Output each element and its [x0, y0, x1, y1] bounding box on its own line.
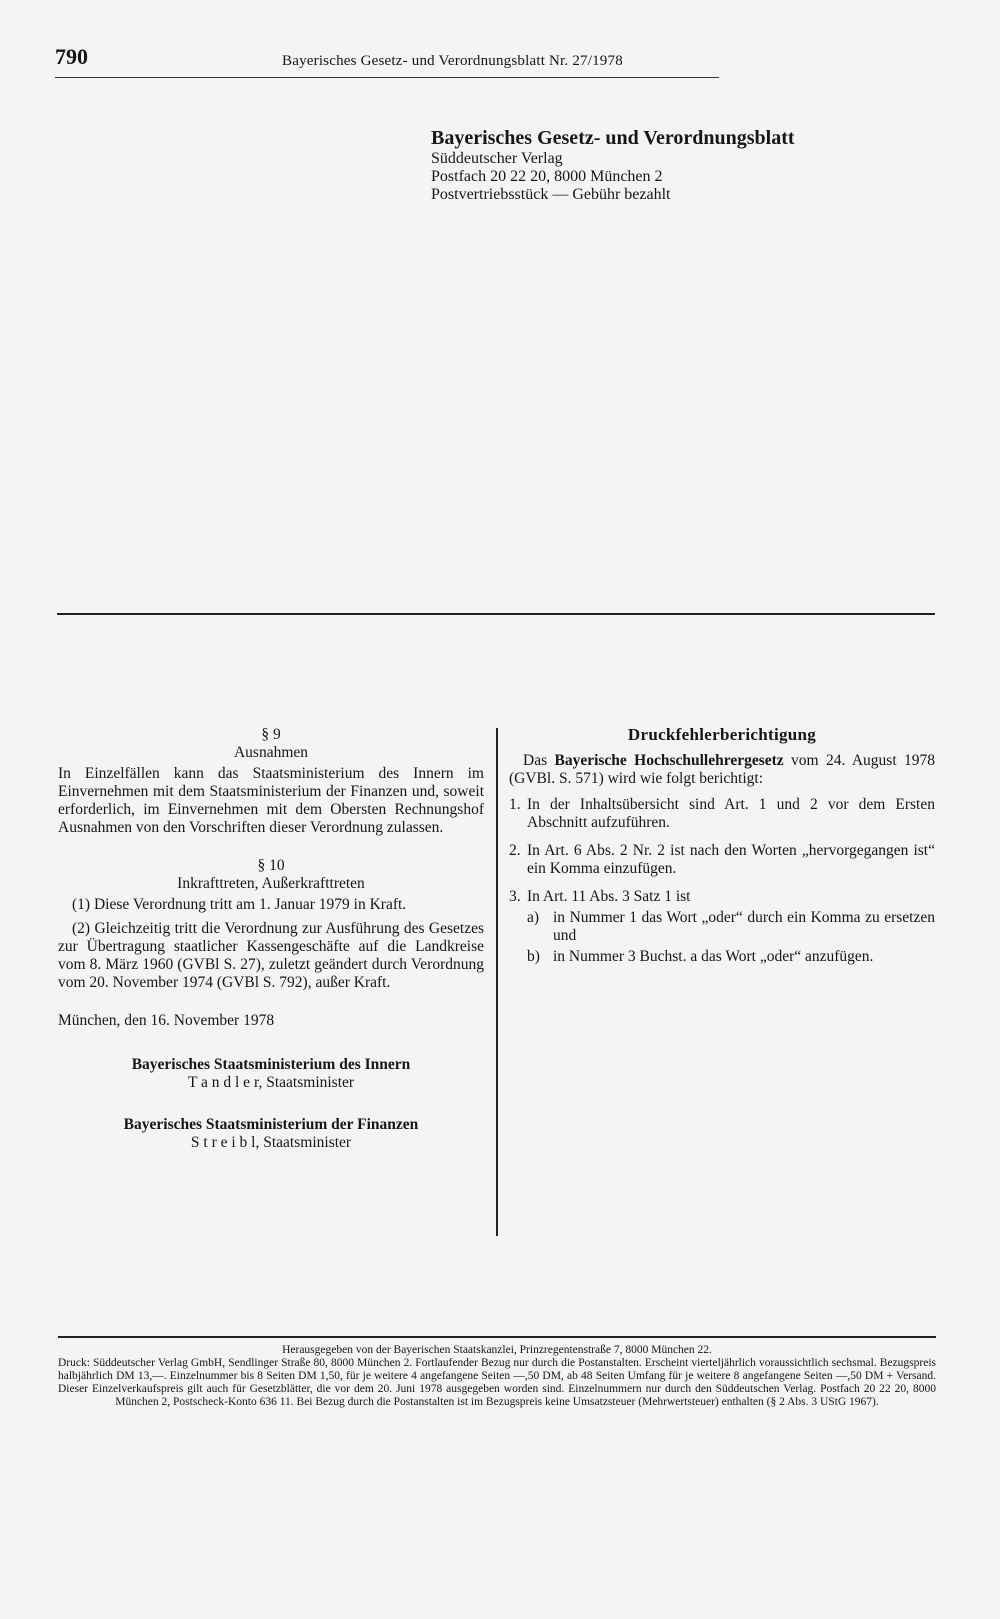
header-rule [55, 77, 719, 78]
section-10-number: § 10 [257, 857, 285, 874]
publisher-block [431, 126, 951, 204]
right-column [509, 726, 935, 969]
section-rule [57, 613, 935, 615]
footer-rule [58, 1336, 936, 1338]
publisher-line-postvertrieb: Postvertriebsstück — Gebühr bezahlt [431, 186, 671, 203]
erratum-item-label: 2. [509, 842, 521, 859]
publisher-title: Bayerisches Gesetz- und Verordnungsblatt [431, 127, 795, 149]
erratum-subitem-text: in Nummer 3 Buchst. a das Wort „oder“ anzufügen. [553, 948, 874, 965]
erratum-subitem-text: in Nummer 1 das Wort „oder“ durch ein Komma zu ersetzen und [553, 909, 935, 944]
imprint-publisher-line: Herausgegeben von der Bayerischen Staatskanzlei, Prinzregentenstraße 7, 8000 München 22. [282, 1344, 712, 1356]
signature-role: , Staatsminister [258, 1074, 355, 1091]
section-10-title: Inkrafttreten, Außerkrafttreten [177, 875, 365, 892]
erratum-item [509, 796, 935, 832]
section-10-paragraph-2: (2) Gleichzeitig tritt die Verordnung zur Ausführung des Gesetzes zur Übertragung staatlicher Kassengeschäfte auf die Landkreise vom 8. März 1960 (GVBl S. 27), zuletzt geändert durch Verordnung vom 20. November 1974 (GVBl S. 792), außer Kraft. [58, 920, 484, 991]
erratum-item [509, 888, 935, 906]
signature-ministry-finance: Bayerisches Staatsministerium der Finanzen [123, 1116, 419, 1133]
section-9-number: § 9 [261, 726, 281, 743]
erratum-law-name: Bayerische Hochschullehrergesetz [554, 752, 784, 769]
signature-finance [58, 1134, 484, 1152]
place-date: München, den 16. November 1978 [58, 1012, 275, 1029]
signature-interior [58, 1074, 484, 1092]
publisher-line-verlag: Süddeutscher Verlag [431, 150, 563, 167]
section-10-paragraph-1: (1) Diese Verordnung tritt am 1. Januar 1979 in Kraft. [72, 896, 407, 913]
erratum-item-label: 1. [509, 796, 521, 813]
imprint [58, 1344, 936, 1409]
signature-ministry-interior: Bayerisches Staatsministerium des Innern [131, 1056, 411, 1073]
signature-name-streibl: S t r e i b l [190, 1134, 256, 1151]
publisher-line-postfach: Postfach 20 22 20, 8000 München 2 [431, 168, 663, 185]
erratum-intro-pre: Das [523, 752, 555, 769]
erratum-intro-post: vom 24. August 1978 (GVBl. S. 571) wird wie folgt berichtigt: [509, 752, 936, 787]
signature-name-tandler: T a n d l e r [187, 1074, 259, 1091]
signature-role: , Staatsminister [255, 1134, 352, 1151]
erratum-heading: Druckfehlerberichtigung [627, 725, 817, 744]
erratum-subitem [527, 909, 935, 945]
running-head: Bayerisches Gesetz- und Verordnungsblatt Nr. 27/1978 [282, 53, 623, 69]
erratum-item [509, 842, 935, 878]
erratum-item-text: In Art. 11 Abs. 3 Satz 1 ist [527, 888, 691, 905]
erratum-item-text: In Art. 6 Abs. 2 Nr. 2 ist nach den Worten „hervorgegangen ist“ ein Komma einzufügen. [527, 842, 935, 877]
column-divider [496, 728, 498, 1236]
erratum-subitem-label: a) [527, 909, 540, 926]
section-9-title: Ausnahmen [233, 744, 309, 761]
erratum-subitem-label: b) [527, 948, 540, 965]
erratum-subitem [527, 948, 935, 966]
page-number: 790 [55, 44, 88, 69]
erratum-intro [509, 752, 935, 788]
erratum-item-text: In der Inhaltsübersicht sind Art. 1 und 2 vor dem Ersten Abschnitt aufzuführen. [527, 796, 935, 831]
left-column [58, 726, 484, 1152]
imprint-body: Druck: Süddeutscher Verlag GmbH, Sendlinger Straße 80, 8000 München 2. Fortlaufender Bezug nur durch die Postanstalten. Erscheint vierteljährlich voraussichtlich sechsmal. Bezugspreis halbjährlich DM 13,—. Einzelnummer bis 8 Seiten DM 1,50, für je weitere 4 angefangene Seiten —,50 DM, ab 48 Seiten Umfang für je weitere 8 angefangene Seiten —,50 DM + Versand. Dieser Einzelverkaufspreis gilt auch für Gesetzblätter, die vor dem 20. Juni 1978 ausgegeben worden sind. Einzelnummern nur durch den Süddeutschen Verlag. Postfach 20 22 20, 8000 München 2, Postscheck-Konto 636 11. Bei Bezug durch die Postanstalten ist im Bezugspreis keine Umsatzsteuer (Mehrwertsteuer) enthalten (§ 2 Abs. 3 UStG 1967). [58, 1357, 936, 1408]
section-9-text: In Einzelfällen kann das Staatsministerium des Innern im Einvernehmen mit dem Staatsministerium der Finanzen und, soweit erforderlich, im Einvernehmen mit dem Obersten Rechnungshof Ausnahmen von den Vorschriften dieser Verordnung zulassen. [58, 765, 484, 836]
erratum-item-label: 3. [509, 888, 521, 905]
